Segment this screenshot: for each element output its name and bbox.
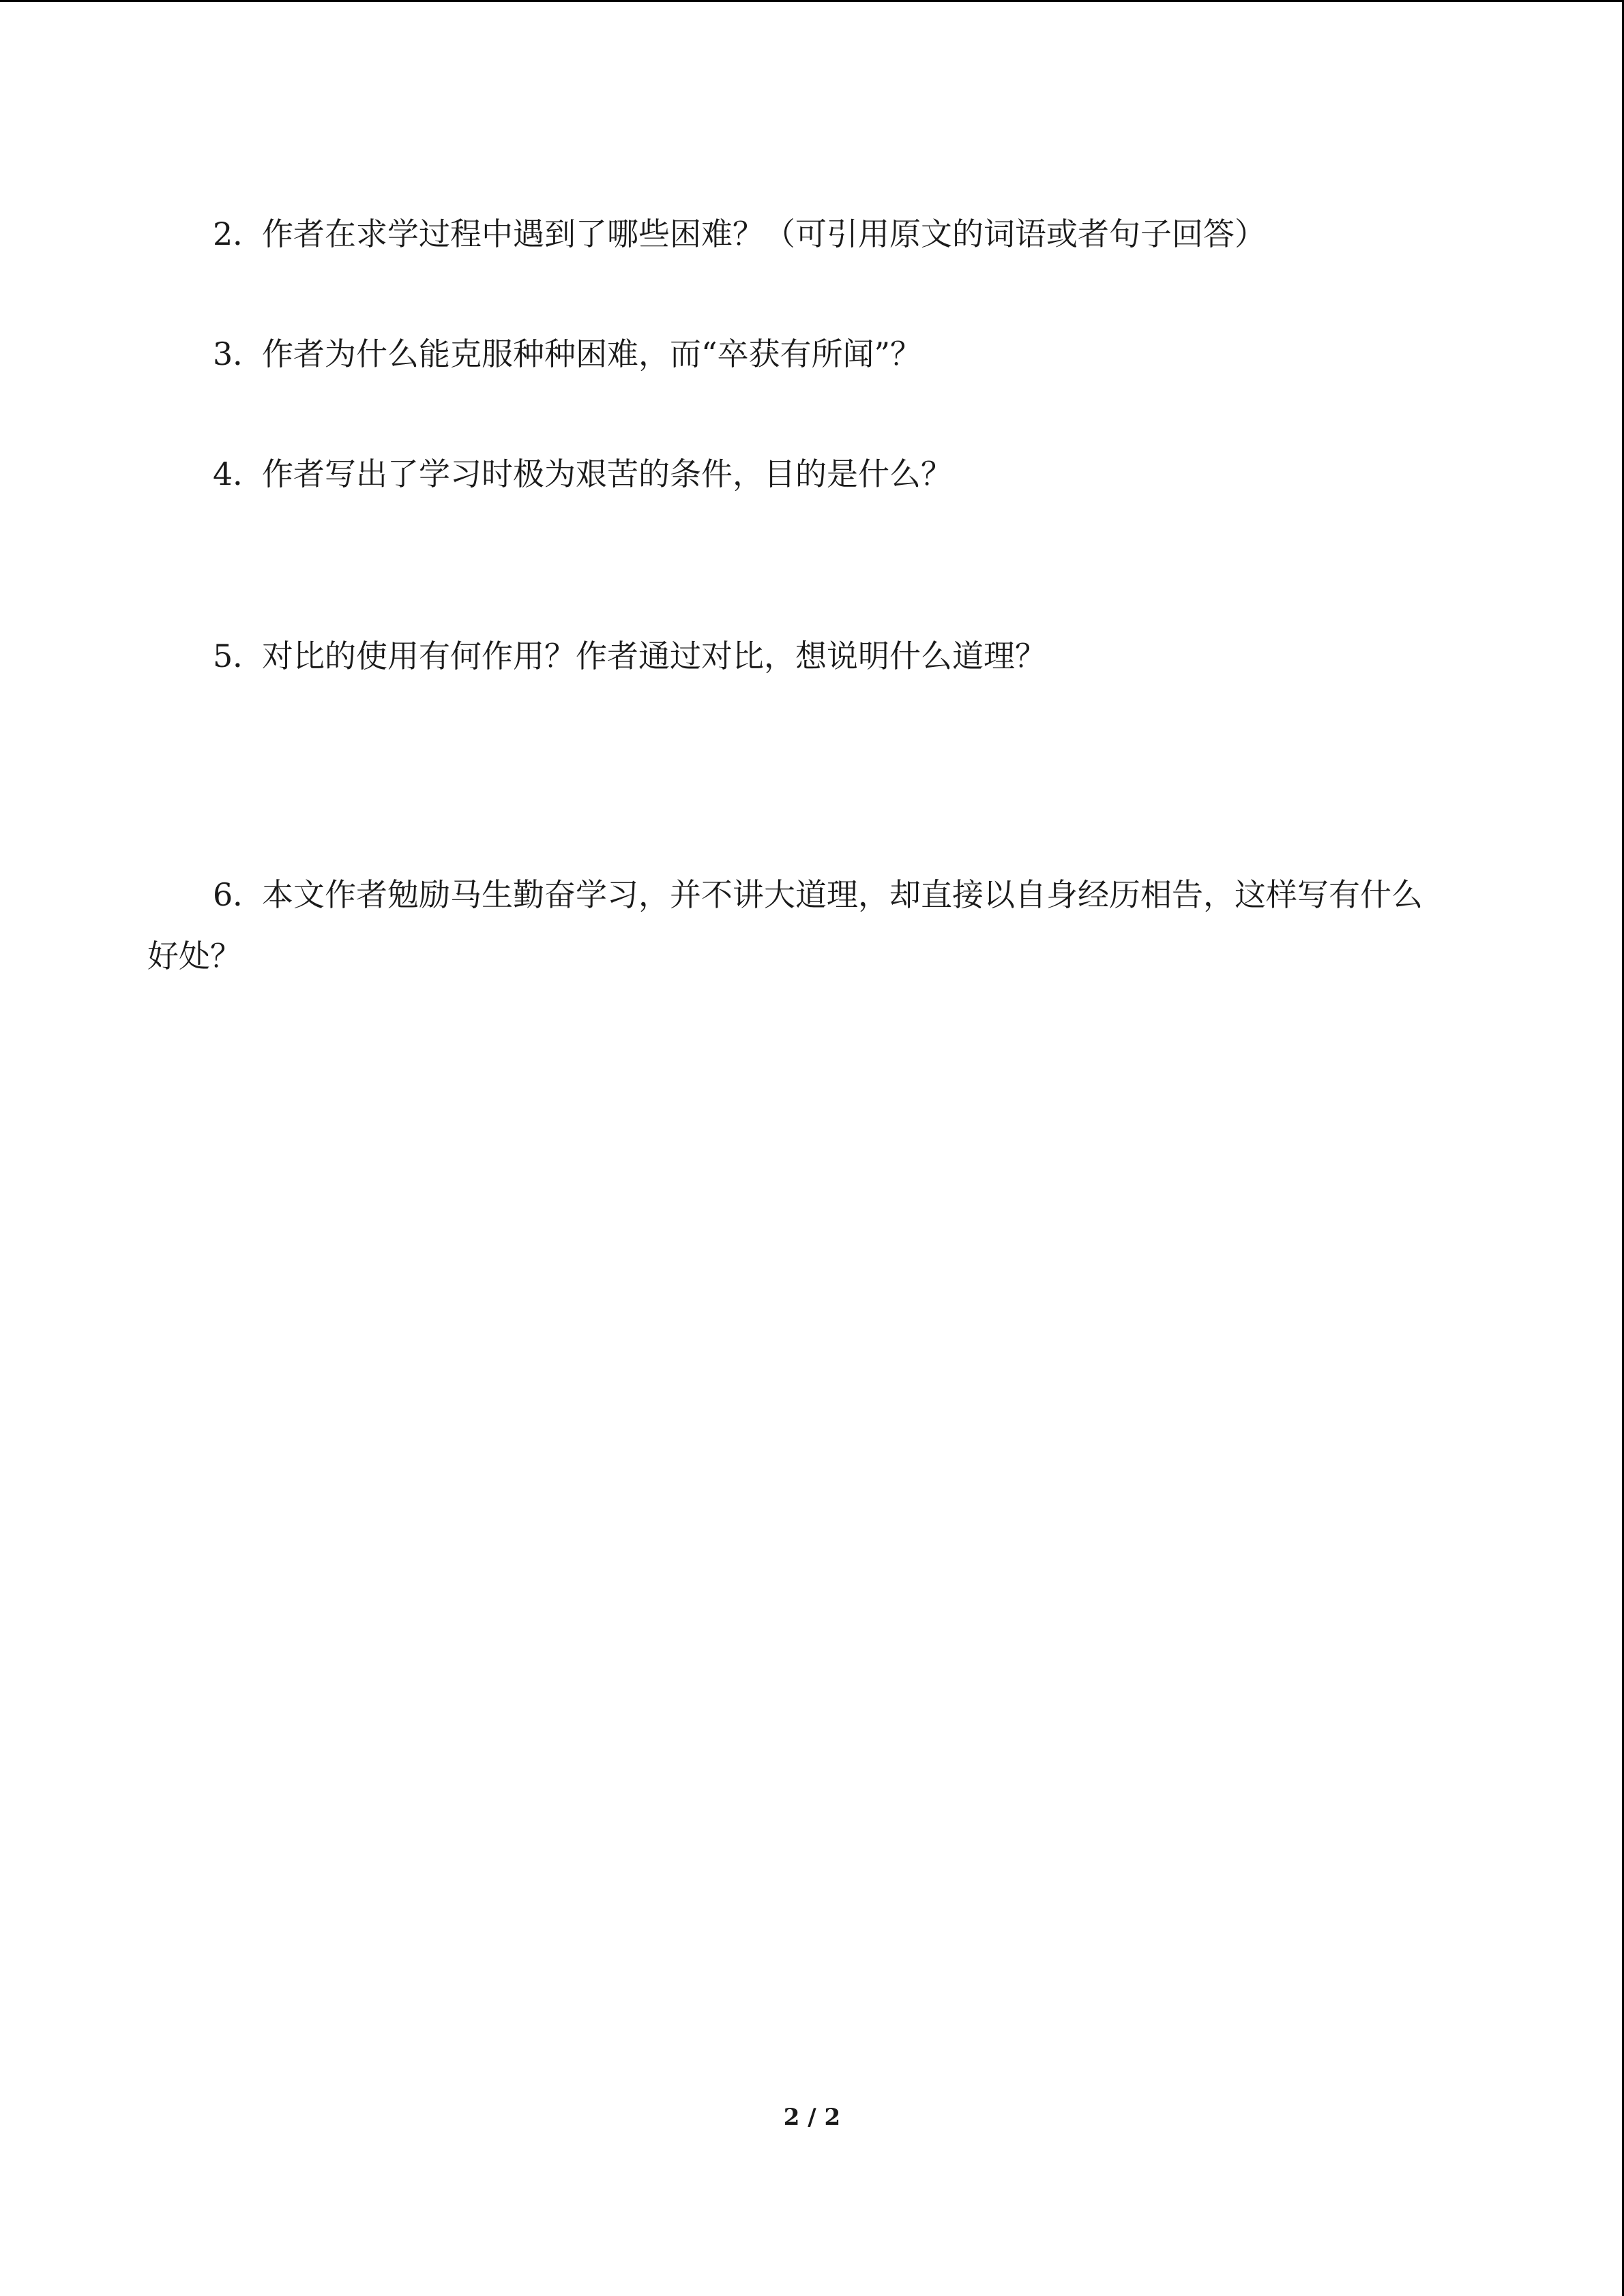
question-text: 作者为什么能克服种种困难，而“卒获有所闻”？: [262, 336, 922, 372]
question-text: 作者在求学过程中遇到了哪些困难？（可引用原文的词语或者句子回答）: [262, 215, 1266, 252]
question-2: [213, 215, 1550, 252]
question-6: [213, 876, 1550, 913]
question-text: 作者写出了学习时极为艰苦的条件，目的是什么？: [262, 456, 952, 492]
question-5: [213, 640, 1550, 672]
question-number: 6．: [213, 876, 265, 913]
question-6-continuation: 好处？: [147, 938, 241, 974]
question-number: 3．: [213, 336, 265, 372]
question-text: 本文作者勉励马生勤奋学习，并不讲大道理，却直接以自身经历相告，这样写有什么: [262, 876, 1423, 913]
page-number: 2 / 2: [783, 2104, 841, 2131]
question-number: 2．: [213, 215, 265, 252]
question-number: 4．: [213, 456, 265, 492]
question-3: [213, 338, 1550, 370]
question-number: 5．: [213, 638, 265, 674]
question-4: [213, 458, 1550, 490]
question-text: 对比的使用有何作用？作者通过对比，想说明什么道理？: [262, 638, 1046, 674]
